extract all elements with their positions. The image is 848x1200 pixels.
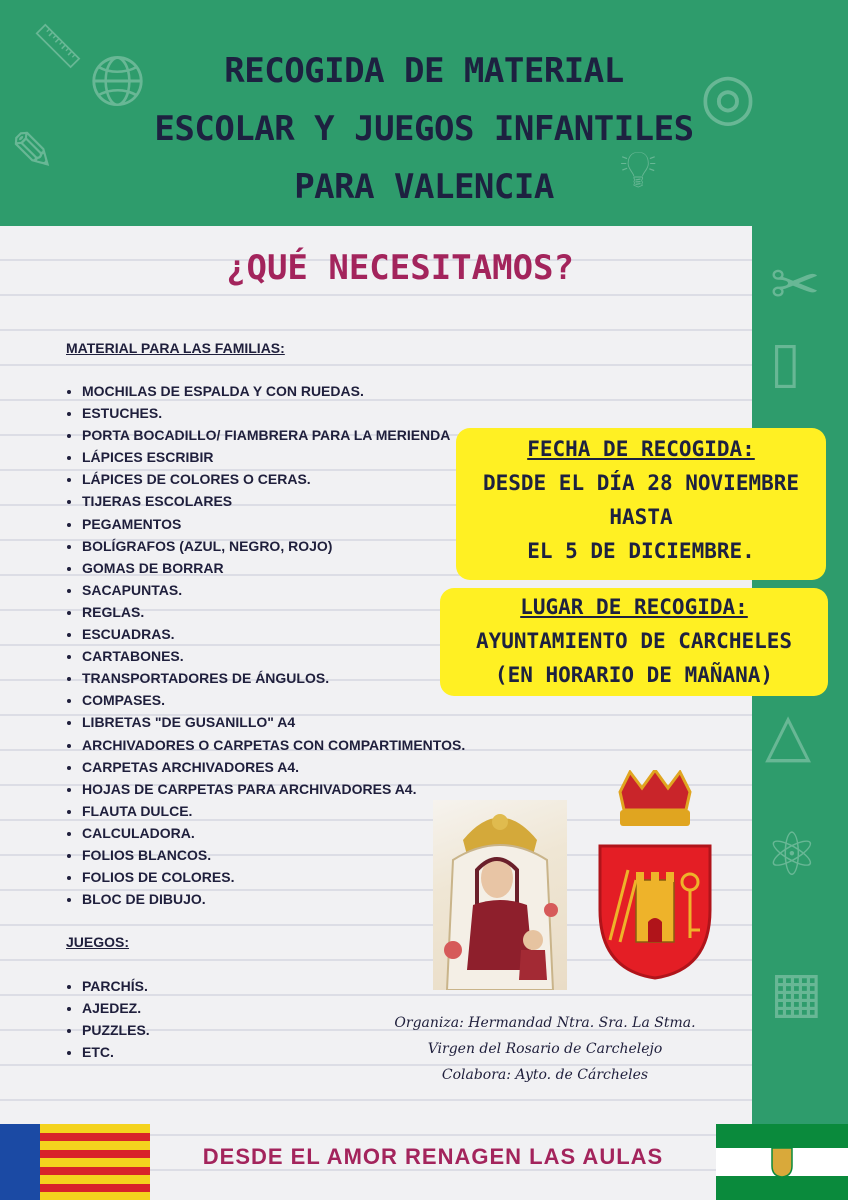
games-list <box>64 975 150 1063</box>
place-line-1: AYUNTAMIENTO DE CARCHELES <box>475 629 793 653</box>
materials-list <box>64 380 465 910</box>
materials-heading: MATERIAL PARA LAS FAMILIAS: <box>66 340 285 356</box>
materials-item: • CARPETAS ARCHIVADORES A4. <box>82 756 465 778</box>
title-line-3: PARA VALENCIA <box>294 167 554 207</box>
materials-item: • HOJAS DE CARPETAS PARA ARCHIVADORES A4. <box>82 778 465 800</box>
dates-label: FECHA DE RECOGIDA: <box>527 437 755 461</box>
globe-icon: ◎ <box>700 60 756 134</box>
materials-item: • FLAUTA DULCE. <box>82 800 465 822</box>
ruler-icon: 📏︎ <box>30 21 86 72</box>
place-line-2: (EN HORARIO DE MAÑANA) <box>494 663 774 687</box>
materials-item: • TIJERAS ESCOLARES <box>82 490 465 512</box>
dates-line-2: HASTA <box>609 505 673 529</box>
materials-item: • LIBRETAS "DE GUSANILLO" A4 <box>82 711 465 733</box>
place-box <box>440 588 828 696</box>
materials-item: • MOCHILAS DE ESPALDA Y CON RUEDAS. <box>82 380 465 402</box>
credits <box>355 1010 735 1088</box>
materials-item: • PEGAMENTOS <box>82 513 465 535</box>
materials-item: • ESTUCHES. <box>82 402 465 424</box>
title-line-1: RECOGIDA DE MATERIAL <box>224 51 624 91</box>
credits-line-1: Organiza: Hermandad Ntra. Sra. La Stma. <box>394 1015 696 1031</box>
games-item: • PARCHÍS. <box>82 975 150 997</box>
coat-of-arms-image <box>590 770 720 980</box>
materials-item: • BOLÍGRAFOS (AZUL, NEGRO, ROJO) <box>82 535 465 557</box>
dates-box <box>456 428 826 580</box>
materials-item: • COMPASES. <box>82 689 465 711</box>
materials-item: • LÁPICES ESCRIBIR <box>82 446 465 468</box>
materials-item: • REGLAS. <box>82 601 465 623</box>
footer-slogan: DESDE EL AMOR RENAGEN LAS AULAS <box>202 1144 664 1169</box>
materials-item: • FOLIOS BLANCOS. <box>82 844 465 866</box>
materials-item: • ARCHIVADORES O CARPETAS CON COMPARTIMENTOS. <box>82 734 465 756</box>
pencil-icon: ✎ <box>10 120 56 183</box>
globe-icon: 🌐︎ <box>90 40 146 122</box>
materials-item: • PORTA BOCADILLO/ FIAMBRERA PARA LA MERIENDA <box>82 424 465 446</box>
dates-line-3: EL 5 DE DICIEMBRE. <box>527 539 755 563</box>
games-item: • AJEDEZ. <box>82 997 150 1019</box>
credits-line-2: Virgen del Rosario de Carchelejo <box>427 1041 663 1057</box>
andalusia-flag-image <box>716 1124 848 1200</box>
calculator-icon: ▦ <box>770 960 823 1025</box>
materials-item: • CALCULADORA. <box>82 822 465 844</box>
title-line-2: ESCOLAR Y JUEGOS INFANTILES <box>154 109 694 149</box>
games-item: • ETC. <box>82 1041 150 1063</box>
materials-item: • BLOC DE DIBUJO. <box>82 888 465 910</box>
materials-item: • GOMAS DE BORRAR <box>82 557 465 579</box>
needs-heading: ¿QUÉ NECESITAMOS? <box>226 248 574 288</box>
virgin-painting-image <box>433 800 567 990</box>
book-icon: ▯ <box>770 330 801 395</box>
valencia-flag-image <box>0 1124 150 1200</box>
dates-line-1: DESDE EL DÍA 28 NOVIEMBRE <box>482 471 800 495</box>
materials-item: • FOLIOS DE COLORES. <box>82 866 465 888</box>
materials-item: • TRANSPORTADORES DE ÁNGULOS. <box>82 667 465 689</box>
compass-icon: △ <box>765 700 812 770</box>
poster-title <box>100 42 748 216</box>
credits-line-3: Colabora: Ayto. de Cárcheles <box>441 1067 649 1083</box>
lightbulb-icon: 💡︎ <box>620 140 657 200</box>
place-label: LUGAR DE RECOGIDA: <box>520 595 748 619</box>
games-item: • PUZZLES. <box>82 1019 150 1041</box>
games-heading: JUEGOS: <box>66 934 130 950</box>
atom-icon: ⚛ <box>765 820 819 890</box>
materials-item: • ESCUADRAS. <box>82 623 465 645</box>
materials-item: • SACAPUNTAS. <box>82 579 465 601</box>
materials-item: • LÁPICES DE COLORES O CERAS. <box>82 468 465 490</box>
materials-item: • CARTABONES. <box>82 645 465 667</box>
scissors-icon: ✂ <box>770 250 821 320</box>
